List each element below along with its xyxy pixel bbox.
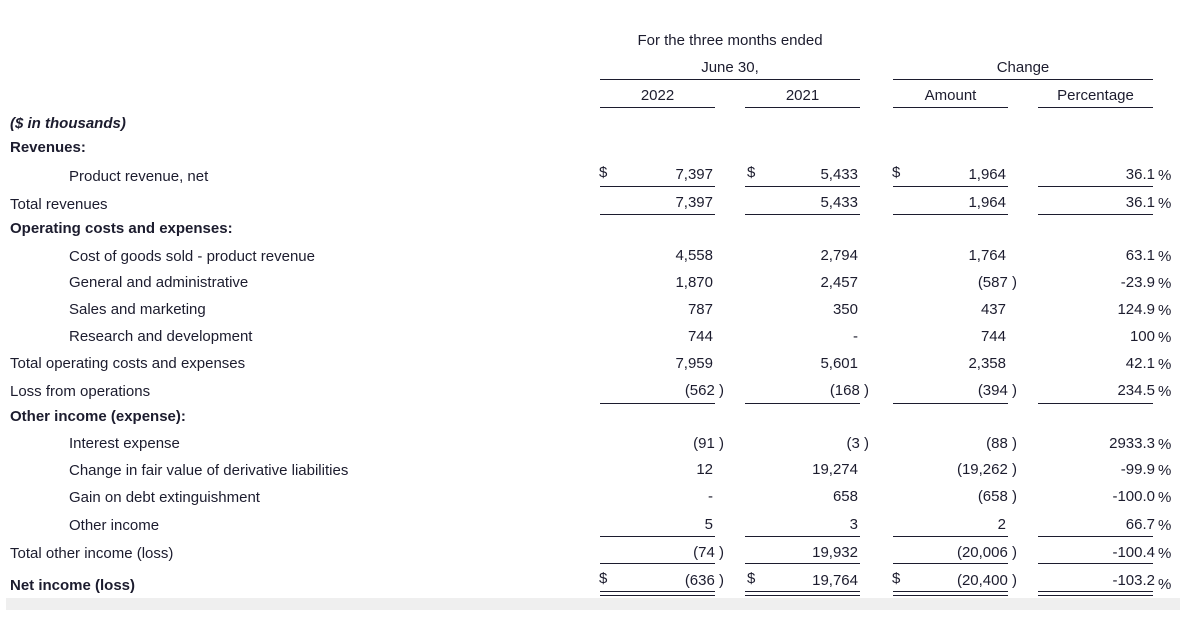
value-percentage: 42.1 bbox=[1125, 355, 1155, 372]
value-2021: 350 bbox=[832, 301, 858, 318]
change-header-rule bbox=[893, 79, 1153, 80]
rule bbox=[1038, 536, 1153, 537]
value-2021: 2,794 bbox=[820, 247, 858, 264]
value-2021: 2,457 bbox=[820, 274, 858, 291]
value-amount: (658 ) bbox=[977, 488, 1017, 505]
value-2022: (562 ) bbox=[684, 382, 724, 399]
row-label: General and administrative bbox=[69, 274, 249, 291]
value-2022: 7,959 bbox=[675, 355, 713, 372]
col-header-percentage: Percentage bbox=[1057, 87, 1134, 104]
percent-sign: % bbox=[1158, 329, 1172, 346]
col-rule-2021 bbox=[745, 107, 860, 108]
currency-symbol: $ bbox=[599, 570, 608, 587]
row-label: Research and development bbox=[69, 328, 253, 345]
rule bbox=[600, 214, 715, 215]
value-amount: 2 bbox=[997, 516, 1006, 533]
rule bbox=[1038, 563, 1153, 564]
value-2021: 19,764 bbox=[812, 572, 858, 589]
value-2022: 7,397 bbox=[675, 194, 713, 211]
value-2021: - bbox=[853, 328, 858, 345]
value-2022: (91 ) bbox=[693, 435, 724, 452]
percent-sign: % bbox=[1158, 489, 1172, 506]
value-2022: 4,558 bbox=[675, 247, 713, 264]
change-header: Change bbox=[996, 59, 1050, 76]
bottom-scroll-strip bbox=[6, 598, 1180, 610]
rule bbox=[745, 186, 860, 187]
value-percentage: -100.0 bbox=[1112, 488, 1155, 505]
rule bbox=[745, 563, 860, 564]
value-percentage: 63.1 bbox=[1125, 247, 1155, 264]
value-2022: - bbox=[708, 488, 713, 505]
col-rule-percentage bbox=[1038, 107, 1153, 108]
rule bbox=[600, 403, 615, 404]
row-label: Gain on debt extinguishment bbox=[69, 489, 260, 506]
row-label: Change in fair value of derivative liabilities bbox=[69, 462, 349, 479]
value-2022: 5 bbox=[704, 516, 713, 533]
row-label: Product revenue, net bbox=[69, 168, 209, 185]
value-amount: (88 ) bbox=[986, 435, 1017, 452]
percent-sign: % bbox=[1158, 383, 1172, 400]
double-rule bbox=[600, 591, 715, 596]
value-percentage: 66.7 bbox=[1125, 516, 1155, 533]
rule bbox=[1038, 214, 1153, 215]
percent-sign: % bbox=[1158, 436, 1172, 453]
row-label: Total operating costs and expenses bbox=[10, 355, 246, 372]
percent-sign: % bbox=[1158, 517, 1172, 534]
rule bbox=[893, 563, 1008, 564]
value-2022: 1,870 bbox=[675, 274, 713, 291]
rule bbox=[1038, 403, 1153, 404]
value-percentage: 36.1 bbox=[1125, 166, 1155, 183]
col-header-2022: 2022 bbox=[640, 87, 675, 104]
value-2021: 5,433 bbox=[820, 194, 858, 211]
rule bbox=[893, 403, 1008, 404]
section-operating: Operating costs and expenses: bbox=[10, 220, 233, 237]
row-label: Cost of goods sold - product revenue bbox=[69, 248, 315, 265]
col-rule-amount bbox=[893, 107, 1008, 108]
value-2022: 744 bbox=[687, 328, 713, 345]
currency-symbol: $ bbox=[599, 164, 608, 181]
value-percentage: 124.9 bbox=[1117, 301, 1155, 318]
percent-sign: % bbox=[1158, 167, 1172, 184]
percent-sign: % bbox=[1158, 462, 1172, 479]
row-label: Loss from operations bbox=[10, 383, 151, 400]
section-other: Other income (expense): bbox=[10, 408, 186, 425]
percent-sign: % bbox=[1158, 302, 1172, 319]
value-percentage: 100 bbox=[1129, 328, 1155, 345]
value-percentage: -99.9 bbox=[1120, 461, 1155, 478]
value-amount: 744 bbox=[980, 328, 1006, 345]
value-2021: 658 bbox=[832, 488, 858, 505]
row-label: Total other income (loss) bbox=[10, 545, 174, 562]
currency-symbol: $ bbox=[892, 570, 901, 587]
value-2021: 19,932 bbox=[812, 544, 858, 561]
value-2021: (3 ) bbox=[846, 435, 869, 452]
value-2021: 5,601 bbox=[820, 355, 858, 372]
rule bbox=[745, 403, 860, 404]
rule bbox=[615, 536, 715, 537]
value-2021: 3 bbox=[849, 516, 858, 533]
value-percentage: -103.2 bbox=[1112, 572, 1155, 589]
units-label: ($ in thousands) bbox=[10, 115, 126, 132]
col-header-2021: 2021 bbox=[785, 87, 820, 104]
value-2022: 7,397 bbox=[675, 166, 713, 183]
percent-sign: % bbox=[1158, 195, 1172, 212]
value-amount: 1,764 bbox=[968, 247, 1006, 264]
rule bbox=[1038, 186, 1153, 187]
row-label: Total revenues bbox=[10, 196, 108, 213]
row-label-net-income: Net income (loss) bbox=[10, 577, 136, 594]
period-header-line2: June 30, bbox=[701, 59, 759, 76]
rule bbox=[745, 536, 860, 537]
value-2022: 787 bbox=[687, 301, 713, 318]
value-amount: (394 ) bbox=[977, 382, 1017, 399]
rule bbox=[893, 186, 1008, 187]
value-amount: (587 ) bbox=[977, 274, 1017, 291]
row-label: Other income bbox=[69, 517, 160, 534]
currency-symbol: $ bbox=[747, 570, 756, 587]
double-rule bbox=[1038, 591, 1153, 596]
value-amount: 2,358 bbox=[968, 355, 1006, 372]
value-amount: 1,964 bbox=[968, 194, 1006, 211]
rule bbox=[600, 186, 715, 187]
rule bbox=[745, 214, 860, 215]
rule bbox=[600, 536, 615, 537]
value-percentage: -23.9 bbox=[1120, 274, 1155, 291]
value-percentage: 36.1 bbox=[1125, 194, 1155, 211]
value-2022: (74 ) bbox=[693, 544, 724, 561]
rule bbox=[615, 403, 715, 404]
row-label: Sales and marketing bbox=[69, 301, 206, 318]
row-label: Interest expense bbox=[69, 435, 180, 452]
percent-sign: % bbox=[1158, 545, 1172, 562]
rule bbox=[893, 214, 1008, 215]
period-header-line1: For the three months ended bbox=[637, 32, 823, 49]
value-amount: (20,006 ) bbox=[956, 544, 1017, 561]
section-revenues: Revenues: bbox=[10, 139, 86, 156]
percent-sign: % bbox=[1158, 356, 1172, 373]
percent-sign: % bbox=[1158, 576, 1172, 593]
col-rule-2022 bbox=[600, 107, 715, 108]
value-2021: 19,274 bbox=[812, 461, 858, 478]
value-amount: 1,964 bbox=[968, 166, 1006, 183]
value-2022: (636 ) bbox=[684, 572, 724, 589]
value-percentage: -100.4 bbox=[1112, 544, 1155, 561]
value-amount: 437 bbox=[980, 301, 1006, 318]
currency-symbol: $ bbox=[892, 164, 901, 181]
rule bbox=[893, 536, 1008, 537]
rule bbox=[600, 563, 715, 564]
value-amount: (19,262 ) bbox=[956, 461, 1017, 478]
value-2021: 5,433 bbox=[820, 166, 858, 183]
double-rule bbox=[745, 591, 860, 596]
col-header-amount: Amount bbox=[924, 87, 977, 104]
value-amount: (20,400 ) bbox=[956, 572, 1017, 589]
value-2022: 12 bbox=[696, 461, 713, 478]
percent-sign: % bbox=[1158, 275, 1172, 292]
value-percentage: 2933.3 bbox=[1109, 435, 1155, 452]
percent-sign: % bbox=[1158, 248, 1172, 265]
value-percentage: 234.5 bbox=[1117, 382, 1155, 399]
value-2021: (168 ) bbox=[829, 382, 869, 399]
double-rule bbox=[893, 591, 1008, 596]
period-header-rule bbox=[600, 79, 860, 80]
currency-symbol: $ bbox=[747, 164, 756, 181]
